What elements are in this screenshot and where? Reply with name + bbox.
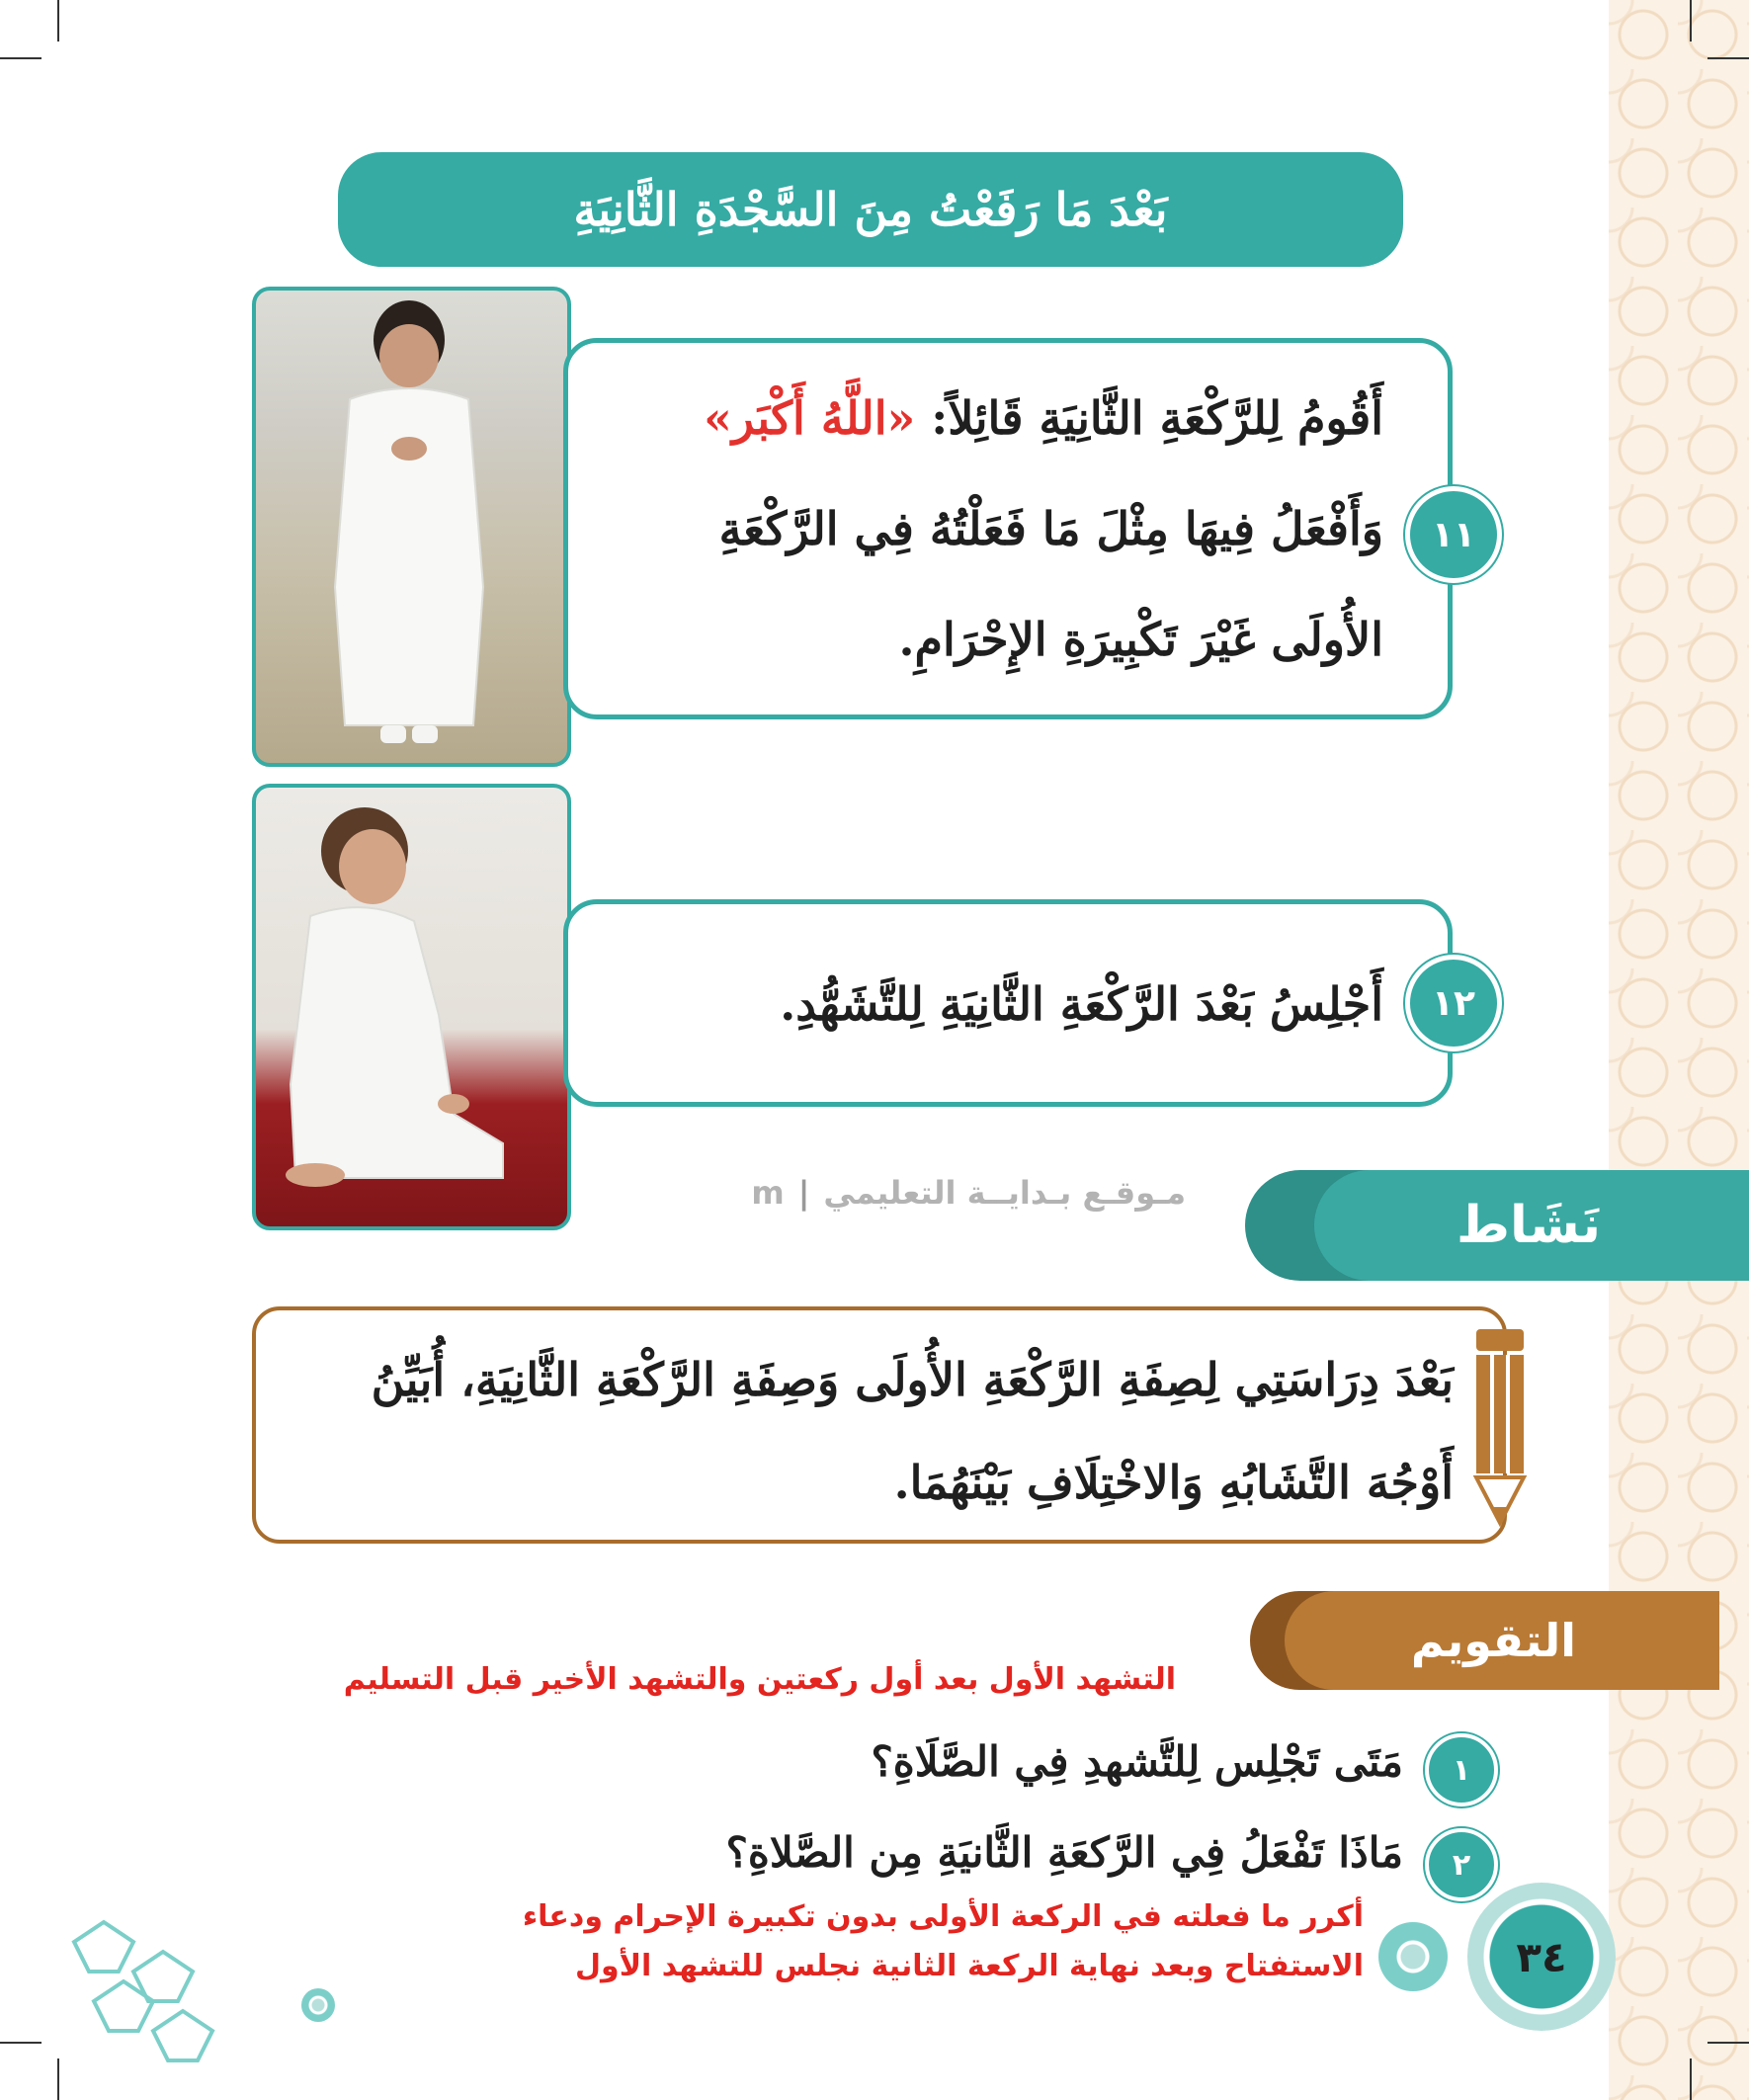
activity-title: نَشَاط: [1457, 1196, 1601, 1255]
flower-ornament-small: [301, 1988, 335, 2022]
step-12-line-1: أَجْلِسُ بَعْدَ الرَّكْعَةِ الثَّانِيَةِ لِلتَّشَهُّدِ.: [780, 977, 1383, 1031]
question-2-text: مَاذَا تَفْعَلُ فِي الرَّكعَةِ الثَّانيَةِ مِن الصَّلاةِ؟: [725, 1828, 1403, 1877]
section-title: بَعْدَ مَا رَفَعْتُ مِنَ السَّجْدَةِ الثَّانِيَةِ: [573, 183, 1168, 236]
step-number-12: ١٢: [1405, 955, 1502, 1051]
geometric-ornament: [54, 1902, 222, 2070]
crop-mark: [0, 2042, 42, 2044]
crop-mark: [1707, 2042, 1749, 2044]
flower-ornament-medium: [1378, 1922, 1448, 1991]
step-11-line-1: أَقُومُ لِلرَّكْعَةِ الثَّانِيَةِ قَائِلاً:: [931, 391, 1383, 445]
activity-box: [252, 1306, 1507, 1544]
answer-1-note: التشهد الأول بعد أول ركعتين والتشهد الأخير قبل التسليم: [343, 1662, 1176, 1697]
decorative-side-pattern: [1609, 0, 1749, 2100]
crop-mark: [57, 0, 59, 42]
evaluation-header: [1285, 1591, 1719, 1690]
answer-2-line-1: أكرر ما فعلته في الركعة الأولى بدون تكبيرة الإحرام ودعاء: [522, 1899, 1364, 1934]
watermark-site-name: مـوقـع بـدايــة التعليمي: [823, 1174, 1186, 1212]
step-11-line-3: الأُولَى غَيْرَ تَكْبِيرَةِ الإِحْرَامِ.: [898, 613, 1383, 666]
answer-2-note: [415, 1892, 1364, 1991]
standing-boy-photo: [252, 287, 571, 767]
activity-line-1: بَعْدَ دِرَاسَتِي لِصِفَةِ الرَّكْعَةِ الأُولَى وَصِفَةِ الرَّكْعَةِ الثَّانِيَةِ، أُبَيِّنُ: [371, 1353, 1454, 1406]
question-number-1: ١: [1425, 1733, 1498, 1806]
step-11-line-2: وَأَفْعَلُ فِيهَا مِثْلَ مَا فَعَلْتُهُ فِي الرَّكْعَةِ: [718, 502, 1383, 555]
watermark-separator: |: [797, 1174, 810, 1212]
sitting-boy-photo: [252, 784, 571, 1230]
crop-mark: [1690, 2058, 1692, 2100]
step-card-11: [563, 338, 1453, 719]
step-card-12: [563, 899, 1453, 1107]
crop-mark: [1690, 0, 1692, 42]
page-number-badge: [1467, 1883, 1616, 2031]
evaluation-title: التقويم: [1410, 1614, 1576, 1667]
step-11-text: [613, 363, 1383, 695]
activity-header: [1314, 1170, 1749, 1281]
pencil-icon: [1472, 1329, 1528, 1527]
section-title-banner: [338, 152, 1403, 267]
standing-boy-illustration: [256, 291, 567, 763]
question-1-text: مَتَى تَجْلِس لِلتَّشهدِ فِي الصَّلَاةِ؟: [871, 1737, 1403, 1786]
crop-mark: [0, 57, 42, 59]
watermark-fragment: m: [751, 1174, 785, 1212]
takbir-quote: «اللَّهُ أَكْبَر»: [704, 391, 916, 445]
activity-line-2: أَوْجُهَ التَّشَابُهِ وَالاخْتِلَافِ بَيْنَهُمَا.: [893, 1456, 1454, 1509]
activity-text: [327, 1328, 1454, 1534]
crop-mark: [1707, 57, 1749, 59]
site-watermark: [494, 1174, 1186, 1212]
step-number-11: ١١: [1405, 486, 1502, 583]
page-number: ٣٤: [1516, 1932, 1567, 1981]
question-number-2: ٢: [1425, 1828, 1498, 1901]
answer-2-line-2: الاستفتاح وبعد نهاية الركعة الثانية نجلس للتشهد الأول: [575, 1949, 1364, 1983]
sitting-boy-illustration: [256, 788, 567, 1226]
